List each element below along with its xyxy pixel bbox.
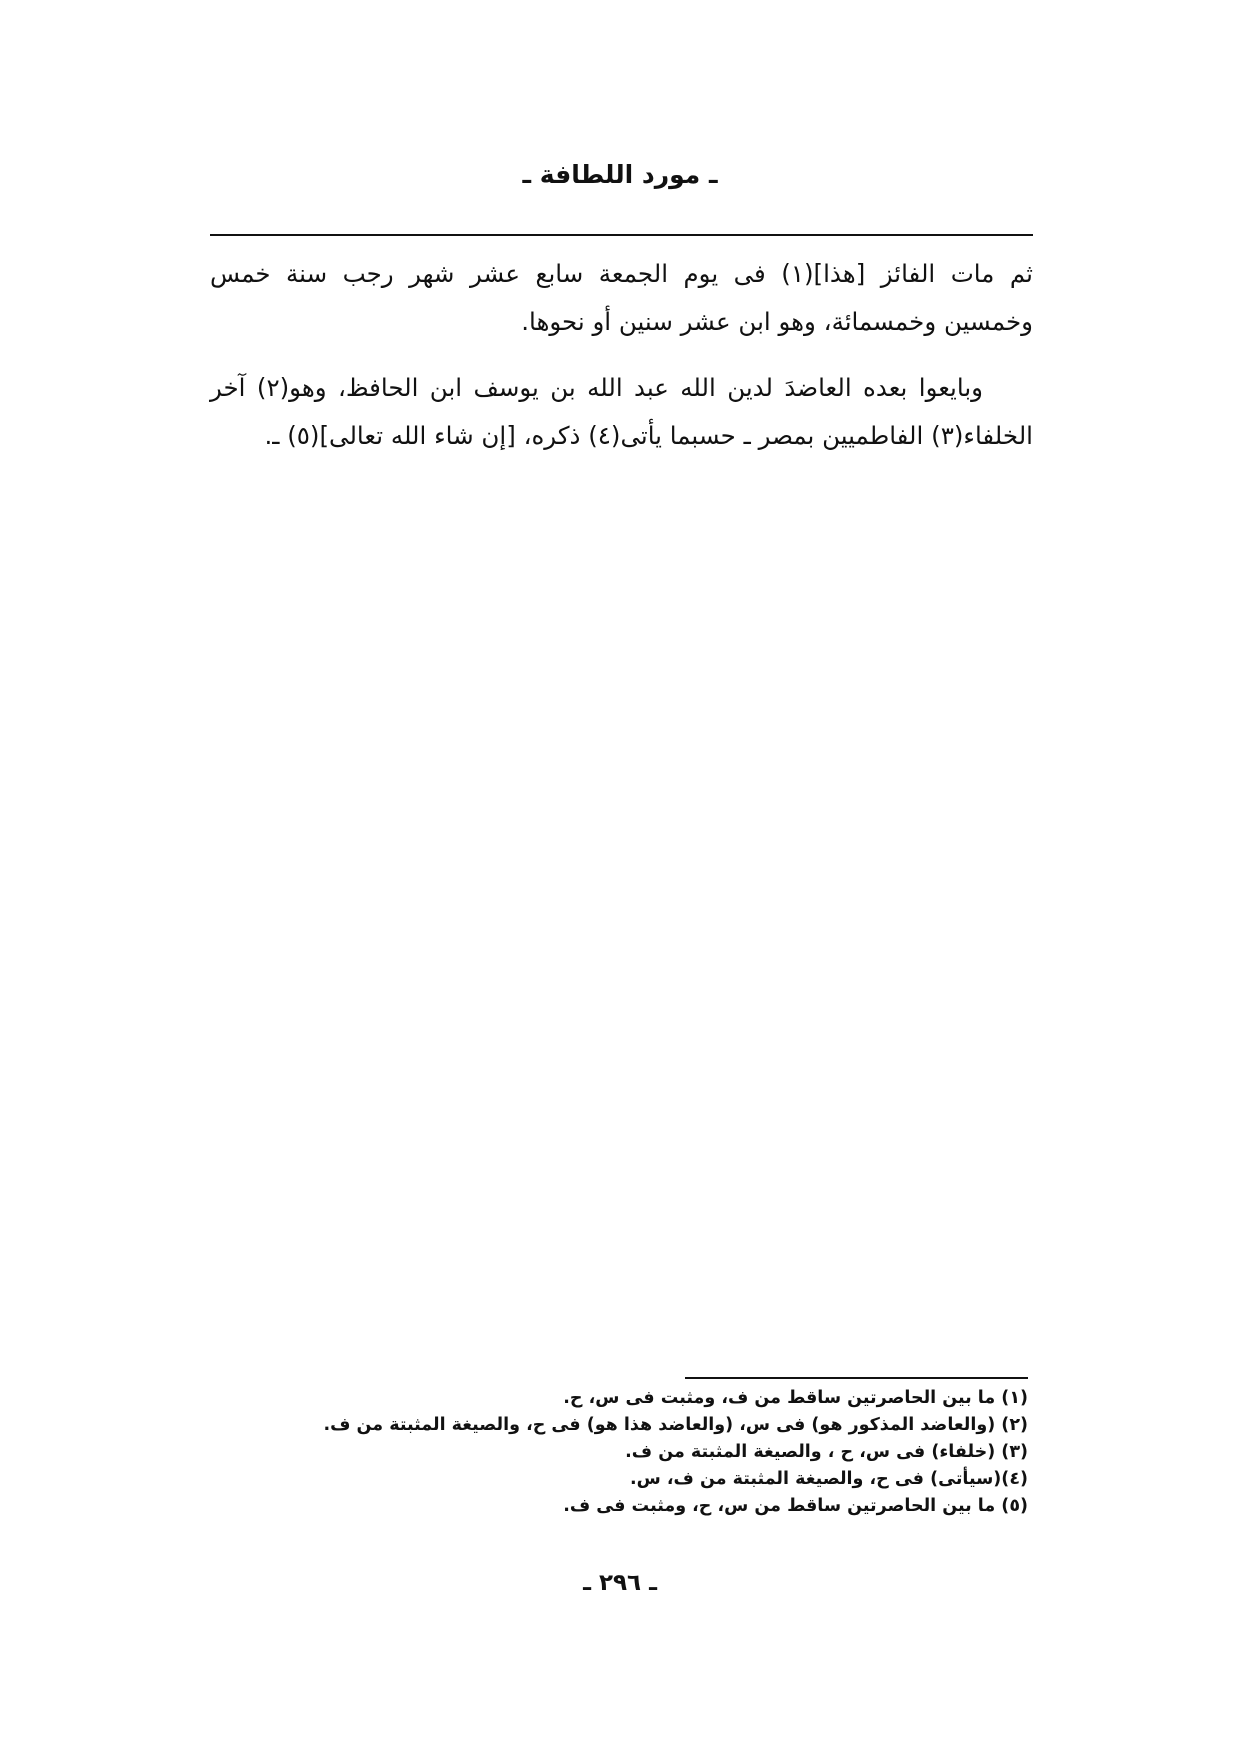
footnotes — [300, 1385, 1028, 1520]
page-number: ـ ٢٩٦ ـ — [583, 1570, 657, 1596]
footnote-4: (٤)(سيأتى) فى ح، والصيغة المثبتة من ف، س. — [630, 1469, 1028, 1489]
paragraph-2: وبايعوا بعده العاضدَ لدين الله عبد الله بن يوسف ابن الحافظ، وهو(٢) آخر الخلفاء(٣) الفاطميين بمصر ـ حسبما يأتى(٤) ذكره، [إن شاء الله تعالى](٥) ـ. — [210, 373, 1033, 450]
footnote-3: (٣) (خلفاء) فى س، ح ، والصيغة المثبتة من ف. — [625, 1442, 1028, 1462]
main-text — [210, 250, 1033, 478]
running-header: ـ مورد اللطافة ـ — [522, 160, 718, 189]
paragraph-1: ثم مات الفائز [هذا](١) فى يوم الجمعة سابع عشر شهر رجب سنة خمس وخمسين وخمسمائة، وهو ابن عشر سنين أو نحوها. — [210, 259, 1033, 336]
header-divider — [210, 234, 1033, 236]
footnote-2: (٢) (والعاضد المذكور هو) فى س، (والعاضد هذا هو) فى ح، والصيغة المثبتة من ف. — [323, 1415, 1028, 1435]
footnote-divider — [685, 1377, 1028, 1379]
footnote-5: (٥) ما بين الحاصرتين ساقط من س، ح، ومثبت فى ف. — [563, 1496, 1028, 1516]
footnote-1: (١) ما بين الحاصرتين ساقط من ف، ومثبت فى س، ح. — [563, 1388, 1028, 1408]
